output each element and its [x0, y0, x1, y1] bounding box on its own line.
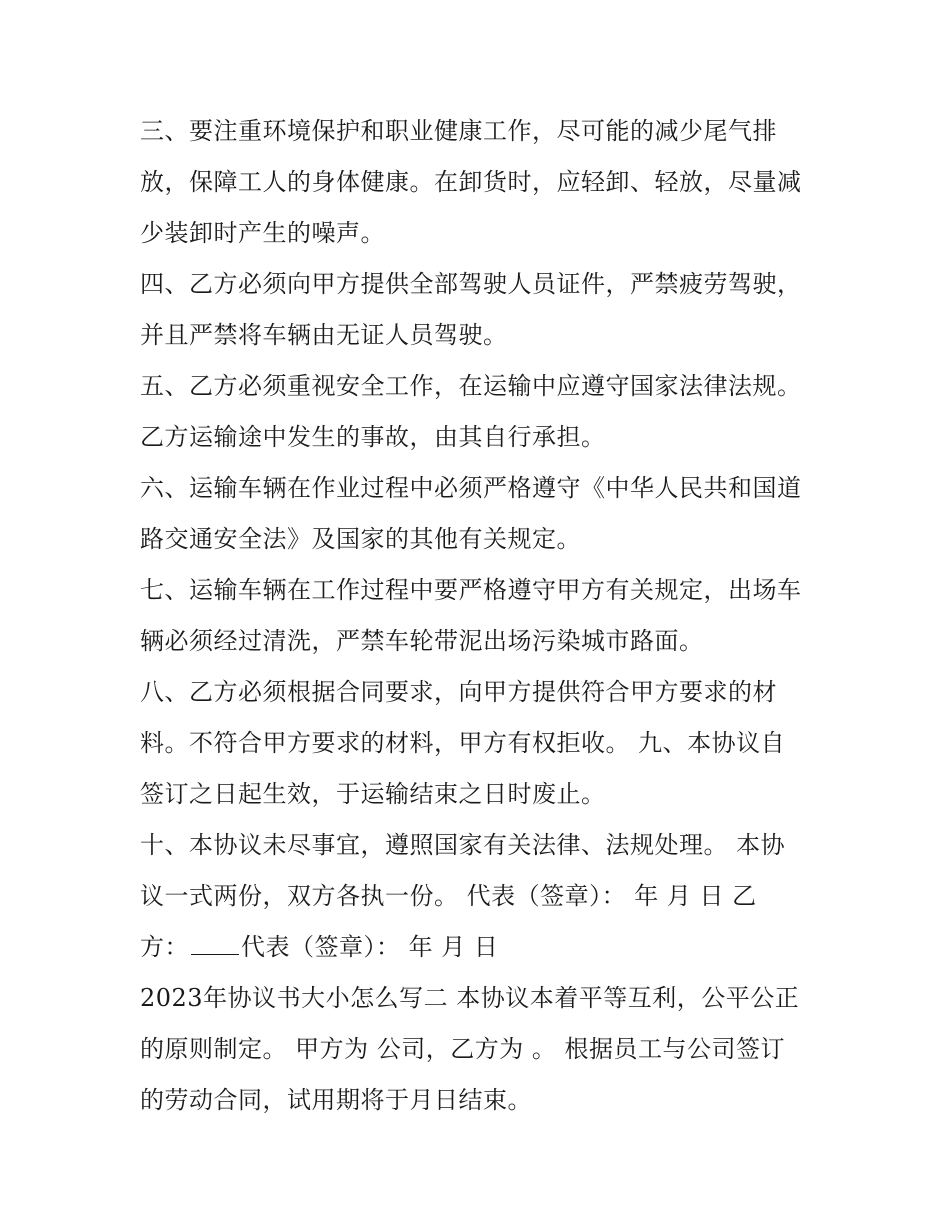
text-line: 的劳动合同，试用期将于月日结束。 — [140, 1086, 532, 1114]
text-line: 议一式两份，双方各执一份。 代表（签章）： 年 月 日 乙 — [140, 882, 757, 910]
text-line: 乙方运输途中发生的事故，由其自行承担。 — [140, 423, 606, 451]
signature-line — [140, 922, 820, 973]
text-line: 路交通安全法》及国家的其他有关规定。 — [140, 525, 581, 553]
text-line: 五、乙方必须重视安全工作，在运输中应遵守国家法律法规。 — [140, 372, 802, 400]
text-line: 十、本协议未尽事宜，遵照国家有关法律、法规处理。 本协 — [140, 831, 786, 859]
text-line: 放，保障工人的身体健康。在卸货时，应轻卸、轻放，尽量减 — [140, 168, 802, 196]
text-line: 八、乙方必须根据合同要求，向甲方提供符合甲方要求的材 — [140, 678, 777, 706]
text-line: 少装卸时产生的噪声。 — [140, 219, 385, 247]
text-line: 签订之日起生效，于运输结束之日时废止。 — [140, 780, 606, 808]
signature-blank — [191, 932, 239, 955]
text-line: 的原则制定。 甲方为 公司，乙方为 。 根据员工与公司签订 — [140, 1035, 786, 1063]
signature-suffix: 代表（签章）： 年 月 日 — [241, 933, 499, 961]
text-line: 四、乙方必须向甲方提供全部驾驶人员证件，严禁疲劳驾驶， — [140, 270, 802, 298]
text-line: 料。不符合甲方要求的材料，甲方有权拒收。 九、本协议自 — [140, 729, 786, 757]
text-line: 七、运输车辆在工作过程中要严格遵守甲方有关规定，出场车 — [140, 576, 802, 604]
text-line: 六、运输车辆在作业过程中必须严格遵守《中华人民共和国道 — [140, 474, 802, 502]
text-line: 并且严禁将车辆由无证人员驾驶。 — [140, 321, 508, 349]
text-line: 2023年协议书大小怎么写二 本协议本着平等互利，公平公正 — [140, 984, 800, 1012]
document-body — [140, 106, 820, 1126]
text-line: 三、要注重环境保护和职业健康工作，尽可能的减少尾气排 — [140, 117, 777, 145]
text-line: 辆必须经过清洗，严禁车轮带泥出场污染城市路面。 — [140, 627, 704, 655]
signature-prefix: 方： — [140, 933, 189, 961]
